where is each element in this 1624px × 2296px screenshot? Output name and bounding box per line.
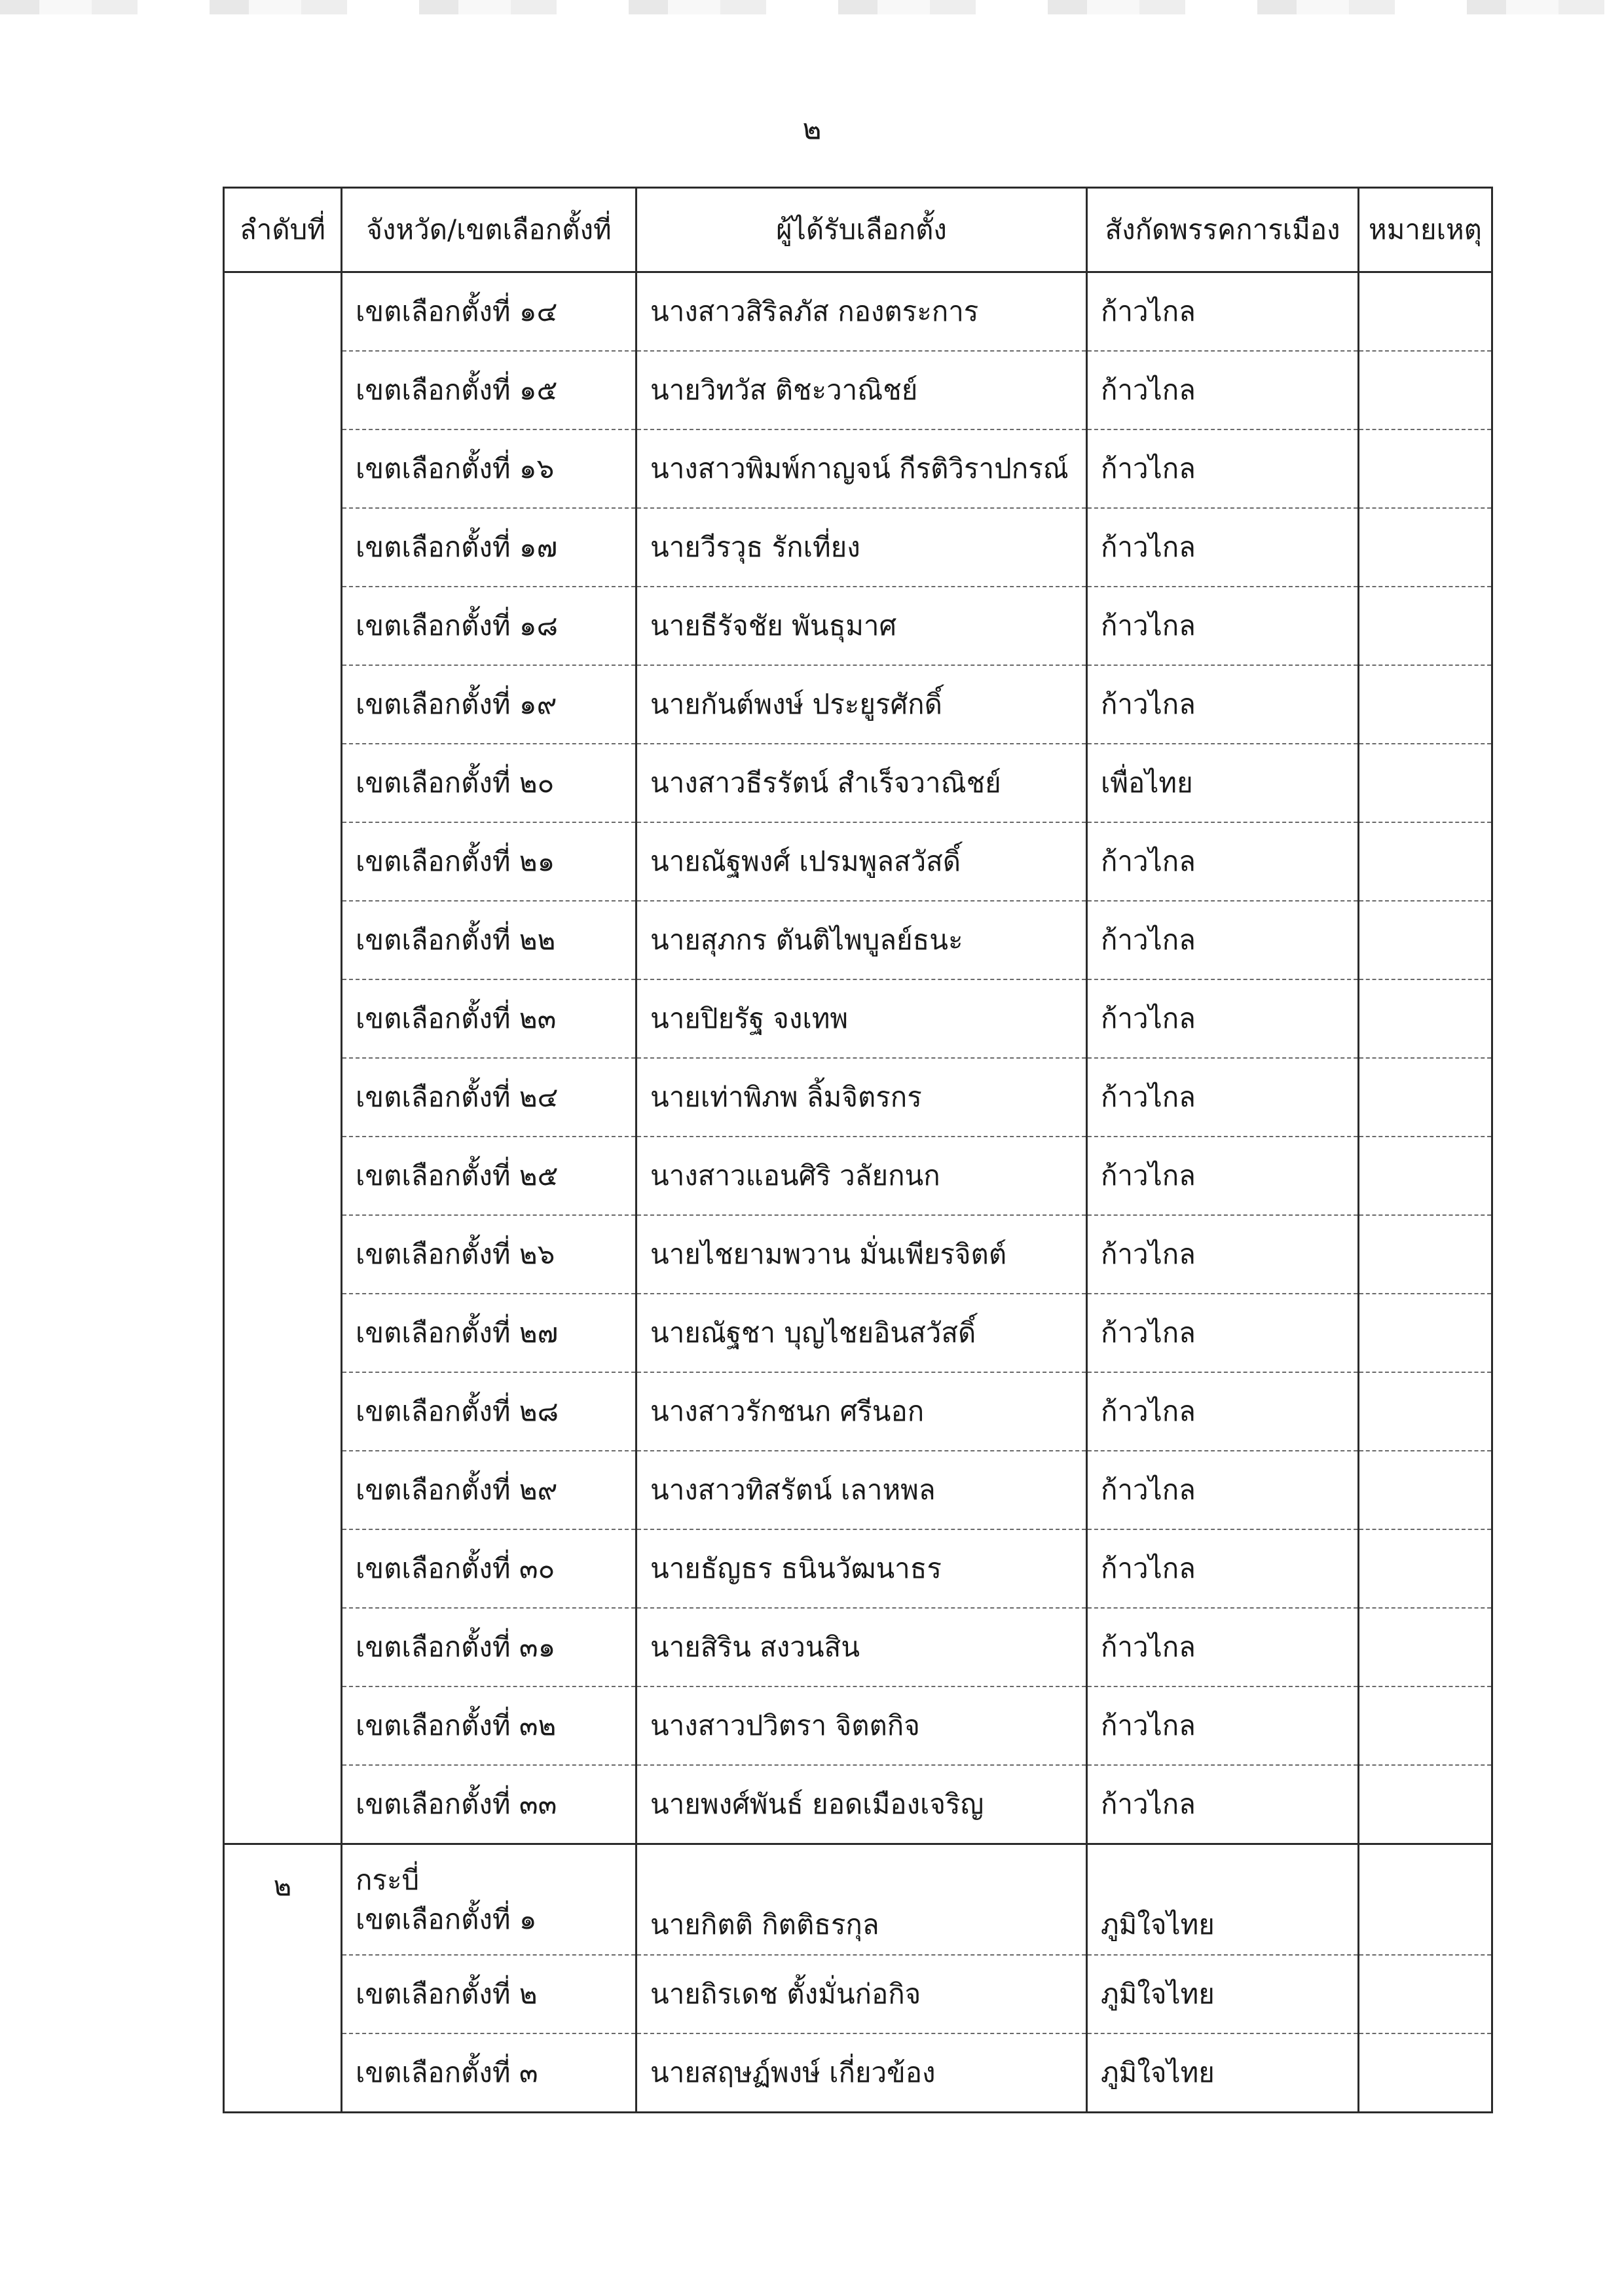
province-group-2	[224, 1844, 1492, 2113]
party-cell: ก้าวไกล	[1087, 1529, 1359, 1608]
party-cell: ก้าวไกล	[1087, 665, 1359, 744]
district-cell: เขตเลือกตั้งที่ ๒๓	[342, 979, 637, 1058]
district-cell: เขตเลือกตั้งที่ ๓	[342, 2033, 637, 2113]
party-cell: ภูมิใจไทย	[1087, 2033, 1359, 2113]
party-cell: ก้าวไกล	[1087, 1608, 1359, 1686]
candidate-cell: นายธัญธร ธนินวัฒนาธร	[637, 1529, 1087, 1608]
candidate-cell: นายวีรวุธ รักเที่ยง	[637, 508, 1087, 587]
party-cell: เพื่อไทย	[1087, 744, 1359, 822]
candidate-cell: นายปิยรัฐ จงเทพ	[637, 979, 1087, 1058]
table-row	[224, 665, 1492, 744]
table-row	[224, 1372, 1492, 1451]
header-seq: ลำดับที่	[224, 188, 342, 272]
note-cell	[1359, 1294, 1492, 1372]
table-row	[224, 351, 1492, 429]
district-cell: เขตเลือกตั้งที่ ๓๑	[342, 1608, 637, 1686]
party-cell: ก้าวไกล	[1087, 1765, 1359, 1844]
election-results-table	[223, 187, 1493, 2113]
table-row	[224, 429, 1492, 508]
candidate-cell: นายเท่าพิภพ ลิ้มจิตรกร	[637, 1058, 1087, 1137]
candidate-cell: นางสาวพิมพ์กาญจน์ กีรติวิราปกรณ์	[637, 429, 1087, 508]
table-row	[224, 901, 1492, 979]
district-cell: เขตเลือกตั้งที่ ๒๘	[342, 1372, 637, 1451]
district-cell: เขตเลือกตั้งที่ ๒๙	[342, 1451, 637, 1529]
note-cell	[1359, 2033, 1492, 2113]
note-cell	[1359, 1844, 1492, 1956]
candidate-cell: นายณัฐชา บุญไชยอินสวัสดิ์	[637, 1294, 1087, 1372]
table-row	[224, 1955, 1492, 2033]
candidate-cell: นายถิรเดช ตั้งมั่นก่อกิจ	[637, 1955, 1087, 2033]
party-cell: ก้าวไกล	[1087, 1215, 1359, 1294]
table-row	[224, 1294, 1492, 1372]
candidate-cell: นายธีรัจชัย พันธุมาศ	[637, 587, 1087, 665]
district-cell: เขตเลือกตั้งที่ ๒๑	[342, 822, 637, 901]
page-number: ๒	[802, 113, 822, 146]
seq-cell	[224, 272, 342, 1844]
party-cell: ภูมิใจไทย	[1087, 1844, 1359, 1956]
party-cell: ก้าวไกล	[1087, 1294, 1359, 1372]
party-cell: ก้าวไกล	[1087, 1372, 1359, 1451]
party-cell: ก้าวไกล	[1087, 429, 1359, 508]
district-cell: เขตเลือกตั้งที่ ๒๐	[342, 744, 637, 822]
candidate-cell: นายกิตติ กิตติธรกุล	[637, 1844, 1087, 1956]
district-cell: เขตเลือกตั้งที่ ๒๖	[342, 1215, 637, 1294]
table-row	[224, 979, 1492, 1058]
note-cell	[1359, 822, 1492, 901]
seq-cell: ๒	[224, 1844, 342, 2113]
note-cell	[1359, 429, 1492, 508]
table-row	[224, 1765, 1492, 1844]
candidate-cell: นายสฤษฏ์พงษ์ เกี่ยวข้อง	[637, 2033, 1087, 2113]
candidate-cell: นางสาวรักชนก ศรีนอก	[637, 1372, 1087, 1451]
header-district: จังหวัด/เขตเลือกตั้งที่	[342, 188, 637, 272]
note-cell	[1359, 351, 1492, 429]
candidate-cell: นายกันต์พงษ์ ประยูรศักดิ์	[637, 665, 1087, 744]
district-cell: เขตเลือกตั้งที่ ๑๗	[342, 508, 637, 587]
district-cell: เขตเลือกตั้งที่ ๑๙	[342, 665, 637, 744]
district-cell: เขตเลือกตั้งที่ ๑๘	[342, 587, 637, 665]
table-row	[224, 2033, 1492, 2113]
district-cell	[342, 1844, 637, 1956]
table-row	[224, 1529, 1492, 1608]
table-row	[224, 1137, 1492, 1215]
note-cell	[1359, 1608, 1492, 1686]
district-name: เขตเลือกตั้งที่ ๑	[356, 1903, 537, 1935]
district-cell: เขตเลือกตั้งที่ ๑๖	[342, 429, 637, 508]
note-cell	[1359, 508, 1492, 587]
note-cell	[1359, 1955, 1492, 2033]
note-cell	[1359, 1686, 1492, 1765]
province-group-1	[224, 272, 1492, 1844]
table-header-row	[224, 188, 1492, 272]
table-row	[224, 587, 1492, 665]
note-cell	[1359, 1058, 1492, 1137]
party-cell: ก้าวไกล	[1087, 822, 1359, 901]
candidate-cell: นางสาวสิริลภัส กองตระการ	[637, 272, 1087, 352]
district-cell: เขตเลือกตั้งที่ ๒๗	[342, 1294, 637, 1372]
party-cell: ก้าวไกล	[1087, 272, 1359, 352]
scan-edge-top	[0, 0, 1624, 14]
party-cell: ก้าวไกล	[1087, 1686, 1359, 1765]
note-cell	[1359, 1529, 1492, 1608]
district-cell: เขตเลือกตั้งที่ ๑๔	[342, 272, 637, 352]
table-row	[224, 1686, 1492, 1765]
header-candidate: ผู้ได้รับเลือกตั้ง	[637, 188, 1087, 272]
party-cell: ก้าวไกล	[1087, 1058, 1359, 1137]
candidate-cell: นางสาวปวิตรา จิตตกิจ	[637, 1686, 1087, 1765]
note-cell	[1359, 744, 1492, 822]
note-cell	[1359, 979, 1492, 1058]
district-cell: เขตเลือกตั้งที่ ๒๔	[342, 1058, 637, 1137]
candidate-cell: นางสาวธีรรัตน์ สำเร็จวาณิชย์	[637, 744, 1087, 822]
candidate-cell: นางสาวทิสรัตน์ เลาหพล	[637, 1451, 1087, 1529]
party-cell: ก้าวไกล	[1087, 1451, 1359, 1529]
header-party: สังกัดพรรคการเมือง	[1087, 188, 1359, 272]
party-cell: ก้าวไกล	[1087, 351, 1359, 429]
table-row	[224, 1451, 1492, 1529]
candidate-cell: นายพงศ์พันธ์ ยอดเมืองเจริญ	[637, 1765, 1087, 1844]
district-cell: เขตเลือกตั้งที่ ๓๐	[342, 1529, 637, 1608]
note-cell	[1359, 1215, 1492, 1294]
table-row	[224, 1844, 1492, 1956]
party-cell: ก้าวไกล	[1087, 587, 1359, 665]
table-row	[224, 1058, 1492, 1137]
note-cell	[1359, 1372, 1492, 1451]
table-row	[224, 744, 1492, 822]
candidate-cell: นายสิริน สงวนสิน	[637, 1608, 1087, 1686]
table-row	[224, 822, 1492, 901]
district-cell: เขตเลือกตั้งที่ ๑๕	[342, 351, 637, 429]
party-cell: ภูมิใจไทย	[1087, 1955, 1359, 2033]
party-cell: ก้าวไกล	[1087, 901, 1359, 979]
party-cell: ก้าวไกล	[1087, 508, 1359, 587]
header-note: หมายเหตุ	[1359, 188, 1492, 272]
candidate-cell: นายณัฐพงศ์ เปรมพูลสวัสดิ์	[637, 822, 1087, 901]
party-cell: ก้าวไกล	[1087, 979, 1359, 1058]
note-cell	[1359, 1451, 1492, 1529]
table-row	[224, 1608, 1492, 1686]
candidate-cell: นายสุภกร ตันติไพบูลย์ธนะ	[637, 901, 1087, 979]
district-cell: เขตเลือกตั้งที่ ๒	[342, 1955, 637, 2033]
province-name: กระบี่	[356, 1863, 420, 1896]
district-cell: เขตเลือกตั้งที่ ๓๓	[342, 1765, 637, 1844]
note-cell	[1359, 901, 1492, 979]
note-cell	[1359, 587, 1492, 665]
note-cell	[1359, 1137, 1492, 1215]
candidate-cell: นายไชยามพวาน มั่นเพียรจิตต์	[637, 1215, 1087, 1294]
district-cell: เขตเลือกตั้งที่ ๓๒	[342, 1686, 637, 1765]
note-cell	[1359, 1765, 1492, 1844]
district-cell: เขตเลือกตั้งที่ ๒๒	[342, 901, 637, 979]
candidate-cell: นางสาวแอนศิริ วลัยกนก	[637, 1137, 1087, 1215]
table-row	[224, 1215, 1492, 1294]
district-cell: เขตเลือกตั้งที่ ๒๕	[342, 1137, 637, 1215]
party-cell: ก้าวไกล	[1087, 1137, 1359, 1215]
table-row	[224, 508, 1492, 587]
table-row	[224, 272, 1492, 352]
note-cell	[1359, 272, 1492, 352]
candidate-cell: นายวิทวัส ติชะวาณิชย์	[637, 351, 1087, 429]
note-cell	[1359, 665, 1492, 744]
